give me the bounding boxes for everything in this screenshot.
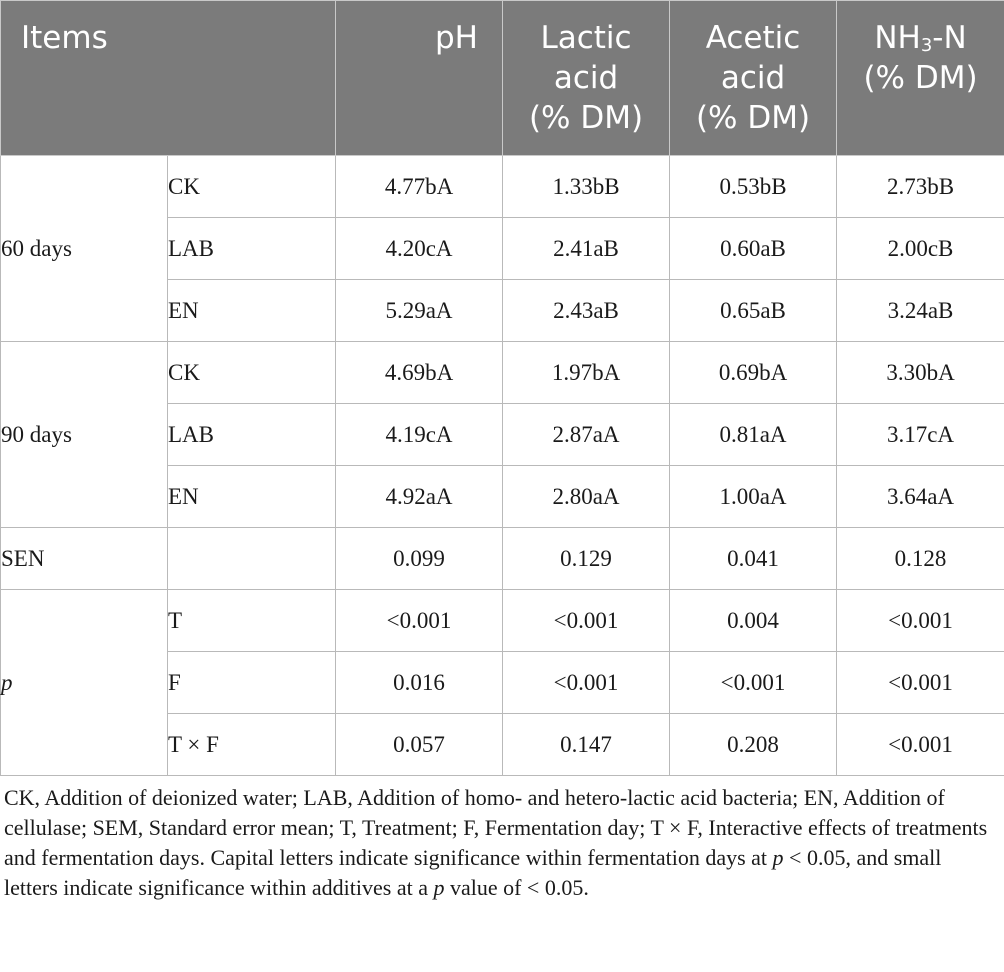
cell-acetic: <0.001	[670, 652, 837, 714]
sen-empty-cell	[168, 528, 336, 590]
cell-ph: 4.19cA	[336, 404, 503, 466]
cell-lactic: 2.41aB	[503, 218, 670, 280]
cell-lactic: 0.147	[503, 714, 670, 776]
cell-ph: 4.92aA	[336, 466, 503, 528]
row-label: CK	[168, 342, 336, 404]
cell-ph: 4.77bA	[336, 156, 503, 218]
cell-nh3: <0.001	[837, 590, 1004, 652]
cell-acetic: 1.00aA	[670, 466, 837, 528]
p-label: p	[1, 590, 168, 776]
cell-acetic: 0.53bB	[670, 156, 837, 218]
cell-lactic: 0.129	[503, 528, 670, 590]
cell-ph: 5.29aA	[336, 280, 503, 342]
cell-ph: 0.099	[336, 528, 503, 590]
row-label: LAB	[168, 218, 336, 280]
table-row	[1, 590, 1004, 652]
sen-label: SEN	[1, 528, 168, 590]
cell-lactic: 2.43aB	[503, 280, 670, 342]
group-label-90-days: 90 days	[1, 342, 168, 528]
cell-acetic: 0.81aA	[670, 404, 837, 466]
table-footnote: CK, Addition of deionized water; LAB, Addition of homo- and hetero-lactic acid bacteria; EN, Addition of cellulase; SEM, Standard error mean; T, Treatment; F, Fermentation day; T × F, Interactive effects of treatments and fermentation days. Capital letters indicate significance within fermentation days at p < 0.05, and small letters indicate significance within additives at a p value of < 0.05.	[4, 785, 988, 900]
header-lactic-acid: Lactic acid (% DM)	[503, 1, 670, 156]
header-row	[1, 1, 1004, 156]
cell-acetic: 0.60aB	[670, 218, 837, 280]
row-label: LAB	[168, 404, 336, 466]
cell-nh3: <0.001	[837, 714, 1004, 776]
cell-acetic: 0.69bA	[670, 342, 837, 404]
cell-lactic: 2.80aA	[503, 466, 670, 528]
cell-nh3: 3.24aB	[837, 280, 1004, 342]
cell-nh3: 2.73bB	[837, 156, 1004, 218]
cell-nh3: 2.00cB	[837, 218, 1004, 280]
cell-lactic: 1.97bA	[503, 342, 670, 404]
cell-nh3: 3.30bA	[837, 342, 1004, 404]
cell-ph: <0.001	[336, 590, 503, 652]
cell-nh3: 3.64aA	[837, 466, 1004, 528]
header-items: Items	[1, 1, 336, 156]
header-nh3-n: $NH_3-N$ (% DM)	[837, 1, 1004, 156]
cell-lactic: <0.001	[503, 590, 670, 652]
cell-acetic: 0.65aB	[670, 280, 837, 342]
header-ph: pH	[336, 1, 503, 156]
cell-nh3: 3.17cA	[837, 404, 1004, 466]
cell-lactic: <0.001	[503, 652, 670, 714]
row-label: CK	[168, 156, 336, 218]
cell-acetic: 0.041	[670, 528, 837, 590]
cell-acetic: 0.208	[670, 714, 837, 776]
row-label: EN	[168, 466, 336, 528]
header-acetic-acid: Acetic acid (% DM)	[670, 1, 837, 156]
cell-lactic: 2.87aA	[503, 404, 670, 466]
cell-nh3: 0.128	[837, 528, 1004, 590]
cell-ph: 0.057	[336, 714, 503, 776]
row-label: T × F	[168, 714, 336, 776]
row-label: EN	[168, 280, 336, 342]
table-row-sen	[1, 528, 1004, 590]
table-row	[1, 342, 1004, 404]
cell-ph: 4.20cA	[336, 218, 503, 280]
group-label-60-days: 60 days	[1, 156, 168, 342]
row-label: F	[168, 652, 336, 714]
cell-ph: 4.69bA	[336, 342, 503, 404]
cell-ph: 0.016	[336, 652, 503, 714]
cell-nh3: <0.001	[837, 652, 1004, 714]
table-row	[1, 156, 1004, 218]
cell-lactic: 1.33bB	[503, 156, 670, 218]
row-label: T	[168, 590, 336, 652]
cell-acetic: 0.004	[670, 590, 837, 652]
